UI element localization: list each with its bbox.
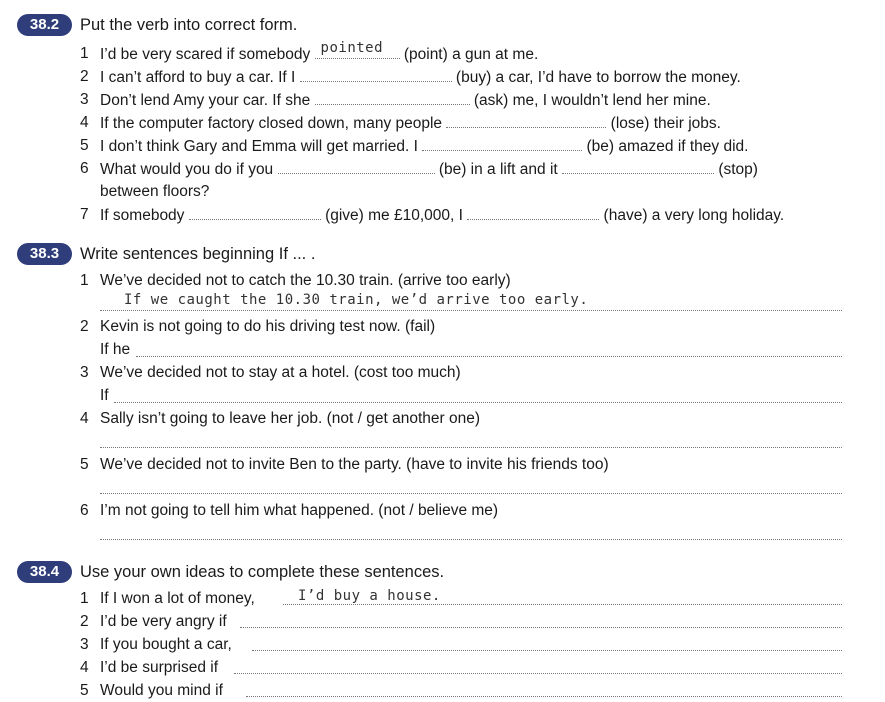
item-number: 4: [80, 114, 89, 131]
item-text: (lose) their jobs.: [610, 115, 721, 132]
handwritten-answer: If we caught the 10.30 train, we’d arrive too early.: [124, 292, 589, 308]
item-prompt: We’ve decided not to stay at a hotel. (cost too much): [100, 364, 461, 381]
answer-line[interactable]: [246, 696, 842, 697]
item-number: 2: [80, 613, 89, 630]
item-number: 2: [80, 318, 89, 335]
item-prompt: We’ve decided not to catch the 10.30 train. (arrive too early): [100, 272, 511, 289]
item-number: 5: [80, 137, 89, 154]
answer-line[interactable]: [100, 539, 842, 540]
handwritten-answer: I’d buy a house.: [298, 588, 441, 604]
item-prompt: I’m not going to tell him what happened. (not / believe me): [100, 502, 499, 519]
item-text: (stop): [718, 161, 758, 178]
answer-line[interactable]: [114, 402, 842, 403]
item-number: 6: [80, 502, 89, 519]
item-number: 7: [80, 206, 89, 223]
item-text: (be) amazed if they did.: [586, 138, 749, 155]
answer-blank[interactable]: [300, 66, 452, 82]
item-text: If the computer factory closed down, many people: [100, 115, 443, 132]
answer-blank[interactable]: [315, 40, 400, 59]
item-text: I don’t think Gary and Emma will get married. I: [100, 138, 418, 155]
sentence-start-text: If he: [100, 341, 131, 358]
answer-blank[interactable]: [562, 158, 714, 174]
item-prompt: Sally isn’t going to leave her job. (not / get another one): [100, 410, 480, 427]
item-number: 1: [80, 272, 89, 289]
item-text: I’d be surprised if: [100, 659, 219, 676]
item-number: 1: [80, 590, 89, 607]
item-number: 1: [80, 45, 89, 62]
answer-line[interactable]: [100, 310, 842, 311]
answer-blank[interactable]: [446, 112, 606, 128]
item-number: 5: [80, 682, 89, 699]
exercise-badge: 38.3: [17, 243, 72, 265]
item-number: 3: [80, 91, 89, 108]
answer-line[interactable]: [100, 493, 842, 494]
exercise-badge: 38.2: [17, 14, 72, 36]
exercise-heading: Use your own ideas to complete these sentences.: [80, 563, 445, 581]
handwritten-answer: pointed: [320, 40, 384, 56]
answer-line[interactable]: [100, 447, 842, 448]
answer-blank[interactable]: [315, 89, 470, 105]
item-number: 2: [80, 68, 89, 85]
item-text: (ask) me, I wouldn’t lend her mine.: [473, 92, 711, 109]
exercise-badge: 38.4: [17, 561, 72, 583]
answer-line[interactable]: [234, 673, 842, 674]
item-text: Don’t lend Amy your car. If she: [100, 92, 311, 109]
answer-line[interactable]: [283, 604, 842, 605]
item-text: I can’t afford to buy a car. If I: [100, 69, 296, 86]
item-number: 4: [80, 659, 89, 676]
item-number: 4: [80, 410, 89, 427]
item-text: If somebody: [100, 207, 185, 224]
answer-blank[interactable]: [189, 204, 321, 220]
item-number: 3: [80, 364, 89, 381]
item-number: 6: [80, 160, 89, 177]
item-prompt: Kevin is not going to do his driving test now. (fail): [100, 318, 436, 335]
answer-blank[interactable]: [467, 204, 599, 220]
item-text: (have) a very long holiday.: [603, 207, 785, 224]
item-text: If I won a lot of money,: [100, 590, 255, 607]
item-text: Would you mind if: [100, 682, 223, 699]
item-text: (give) me £10,000, I: [325, 207, 463, 224]
item-text: between floors?: [100, 183, 210, 200]
answer-line[interactable]: [136, 356, 842, 357]
item-text: (point) a gun at me.: [403, 46, 539, 63]
answer-blank[interactable]: [278, 158, 435, 174]
exercise-heading: Put the verb into correct form.: [80, 16, 298, 34]
sentence-start-text: If: [100, 387, 109, 404]
item-prompt: We’ve decided not to invite Ben to the party. (have to invite his friends too): [100, 456, 609, 473]
item-text: If you bought a car,: [100, 636, 232, 653]
answer-blank[interactable]: [422, 135, 582, 151]
item-number: 3: [80, 636, 89, 653]
item-text: I’d be very angry if: [100, 613, 227, 630]
item-text: What would you do if you: [100, 161, 274, 178]
item-text: (be) in a lift and it: [438, 161, 558, 178]
answer-line[interactable]: [252, 650, 842, 651]
item-text: (buy) a car, I’d have to borrow the money.: [455, 69, 741, 86]
item-number: 5: [80, 456, 89, 473]
answer-line[interactable]: [240, 627, 842, 628]
item-text: I’d be very scared if somebody: [100, 46, 311, 63]
exercise-heading: Write sentences beginning If ... .: [80, 245, 316, 263]
